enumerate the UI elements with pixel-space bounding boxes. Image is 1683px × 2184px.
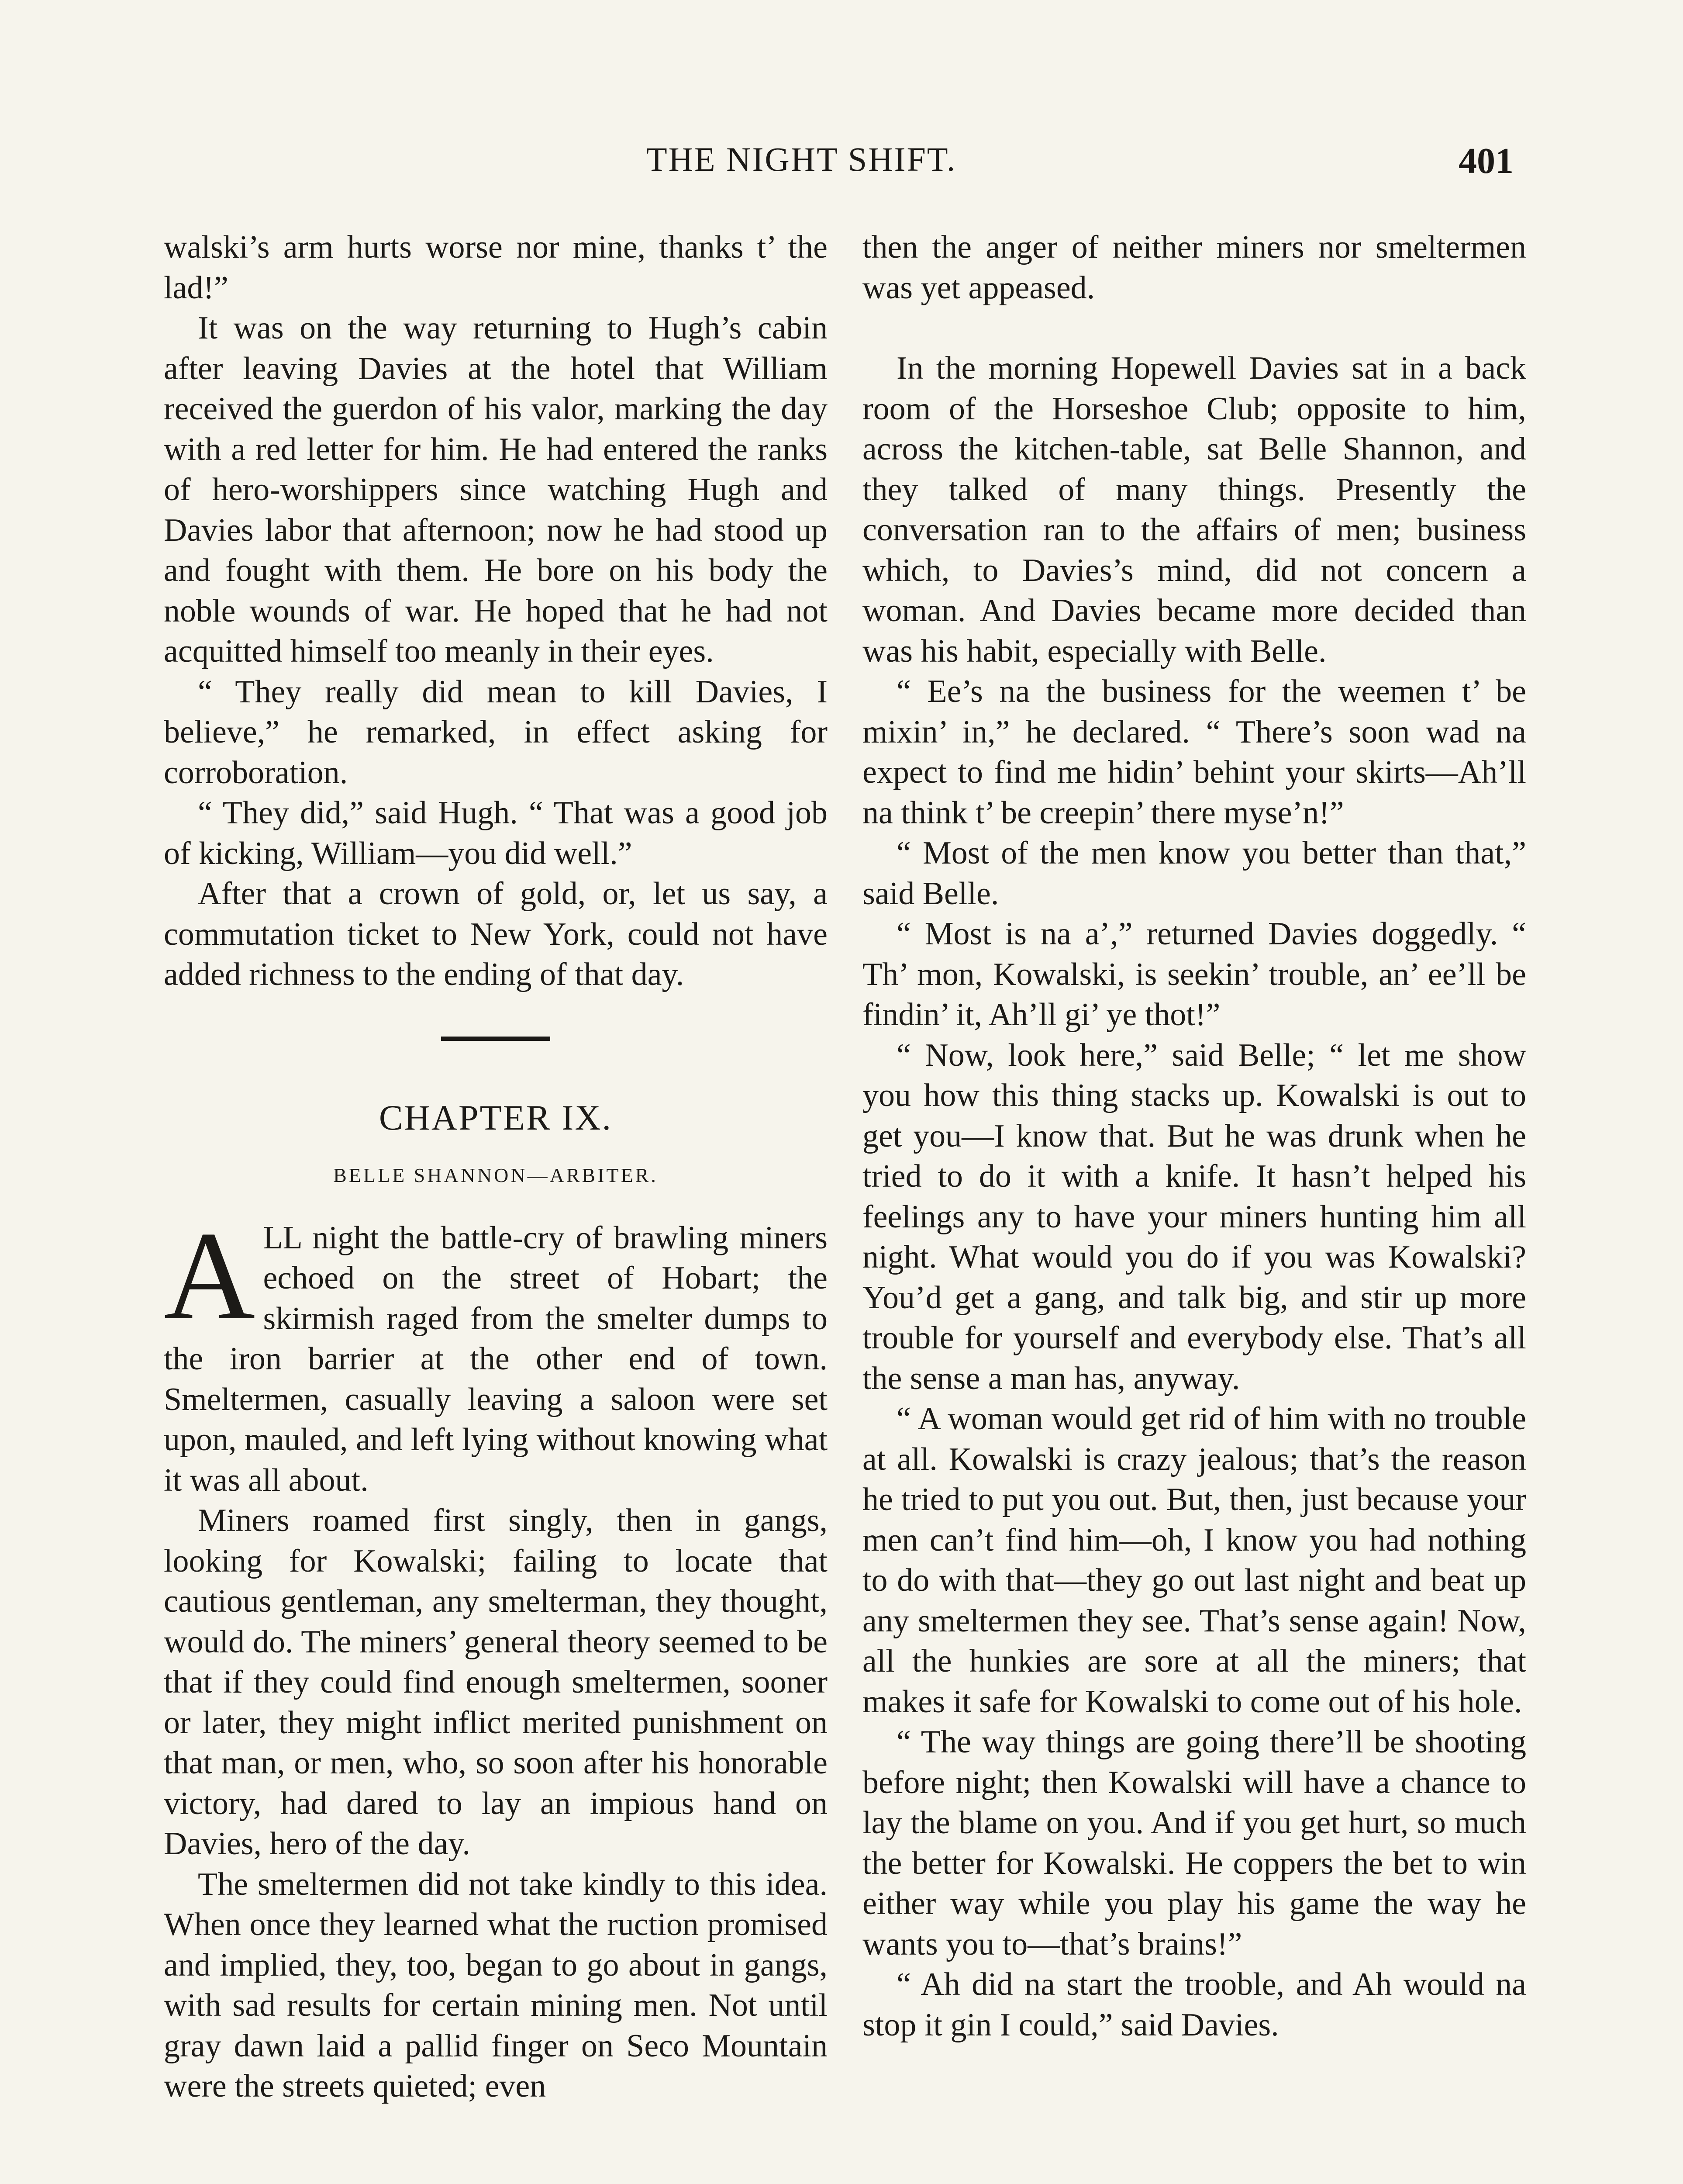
paragraph: “ A woman would get rid of him with no trouble at all. Kowalski is crazy jealous; that’s the reason he tried to put you out. But, then, just because your men can’t find him—oh, I know you had nothing to do with that—they go out last night and beat up any smeltermen they see. That’s sense again! Now, all the hunkies are sore at all the miners; that makes it safe for Kowalski to come out of his hole. — [862, 1401, 1526, 1720]
paragraph: “ Ah did na start the trooble, and Ah would na stop it gin I could,” said Davies. — [862, 1966, 1526, 2043]
paragraph: walski’s arm hurts worse nor mine, thanks t’ the lad!” — [164, 229, 828, 306]
paragraph: Miners roamed first singly, then in gangs, looking for Kowalski; failing to locate that cautious gentleman, any smelterman, they thought, would do. The miners’ general theory seemed to be that if they could find enough smeltermen, sooner or later, they might inflict merited punishment on that man, or men, who, so soon after his honorable victory, had dared to lay an impious hand on Davies, hero of the day. — [164, 1503, 828, 1862]
paragraph: then the anger of neither miners nor smeltermen was yet appeased. — [862, 229, 1526, 306]
paragraph: It was on the way returning to Hugh’s cabin after leaving Davies at the hotel that William received the guerdon of his valor, marking the day with a red letter for him. He had entered the ranks of hero-worshippers since watching Hugh and Davies labor that afternoon; now he had stood up and fought with them. He bore on his body the noble wounds of war. He hoped that he had not acquitted himself too meanly in their eyes. — [164, 310, 828, 669]
page-number: 401 — [1459, 141, 1514, 181]
paragraph: In the morning Hopewell Davies sat in a back room of the Horseshoe Club; opposite to him, across the kitchen-table, sat Belle Shannon, and they talked of many things. Presently the conversation ran to the affairs of men; business which, to Davies’s mind, did not concern a woman. And Davies became more decided than was his habit, especially with Belle. — [862, 350, 1526, 669]
section-divider — [441, 1037, 550, 1041]
paragraph: “ Now, look here,” said Belle; “ let me show you how this thing stacks up. Kowalski is out to get you—I know that. But he was drunk when he tried to do it with a knife. It hasn’t helped his feelings any to have your miners hunting him all night. What would you do if you was Kowalski? You’d get a gang, and talk big, and stir up more trouble for yourself and everybody else. That’s all the sense a man has, anyway. — [862, 1037, 1526, 1396]
paragraph: “ They really did mean to kill Davies, I believe,” he remarked, in effect asking for corroboration. — [164, 674, 828, 791]
paragraph-text: LL night the battle-cry of brawling miners echoed on the street of Hobart; the skirmish raged from the smelter dumps to the iron barrier at the other end of town. Smeltermen, casually leaving a saloon were set upon, mauled, and left lying without knowing what it was all about. — [164, 1220, 828, 1498]
paragraph: “ Most is na a’,” returned Davies doggedly. “ Th’ mon, Kowalski, is seekin’ trouble, an’ ee’ll be findin’ it, Ah’ll gi’ ye thot!” — [862, 916, 1526, 1033]
chapter-opening-paragraph — [164, 1205, 828, 1501]
paragraph: “ They did,” said Hugh. “ That was a good job of kicking, William—you did well.” — [164, 795, 828, 871]
paragraph: “ Ee’s na the business for the weemen t’ be mixin’ in,” he declared. “ There’s soon wad na expect to find me hidin’ behint your skirts—Ah’ll na think t’ be creepin’ there myse’n!” — [862, 674, 1526, 831]
right-column — [862, 227, 1526, 2045]
paragraph: “ The way things are going there’ll be shooting before night; then Kowalski will have a chance to lay the blame on you. And if you get hurt, so much the better for Kowalski. He coppers the bet to win either way while you play his game the way he wants you to—that’s brains!” — [862, 1724, 1526, 1962]
paragraph: After that a crown of gold, or, let us say, a commutation ticket to New York, could not have added richness to the ending of that day. — [164, 876, 828, 992]
running-title: THE NIGHT SHIFT. — [646, 140, 957, 178]
left-column — [164, 227, 828, 2107]
paragraph: “ Most of the men know you better than that,” said Belle. — [862, 835, 1526, 912]
chapter-title: CHAPTER IX. — [379, 1097, 613, 1137]
drop-cap: A — [164, 1205, 255, 1346]
chapter-subtitle: BELLE SHANNON—ARBITER. — [333, 1164, 658, 1186]
paragraph: The smeltermen did not take kindly to this idea. When once they learned what the ruction promised and implied, they, too, began to go about in gangs, with sad results for certain mining men. Not until gray dawn laid a pallid finger on Seco Mountain were the streets quieted; even — [164, 1866, 828, 2104]
